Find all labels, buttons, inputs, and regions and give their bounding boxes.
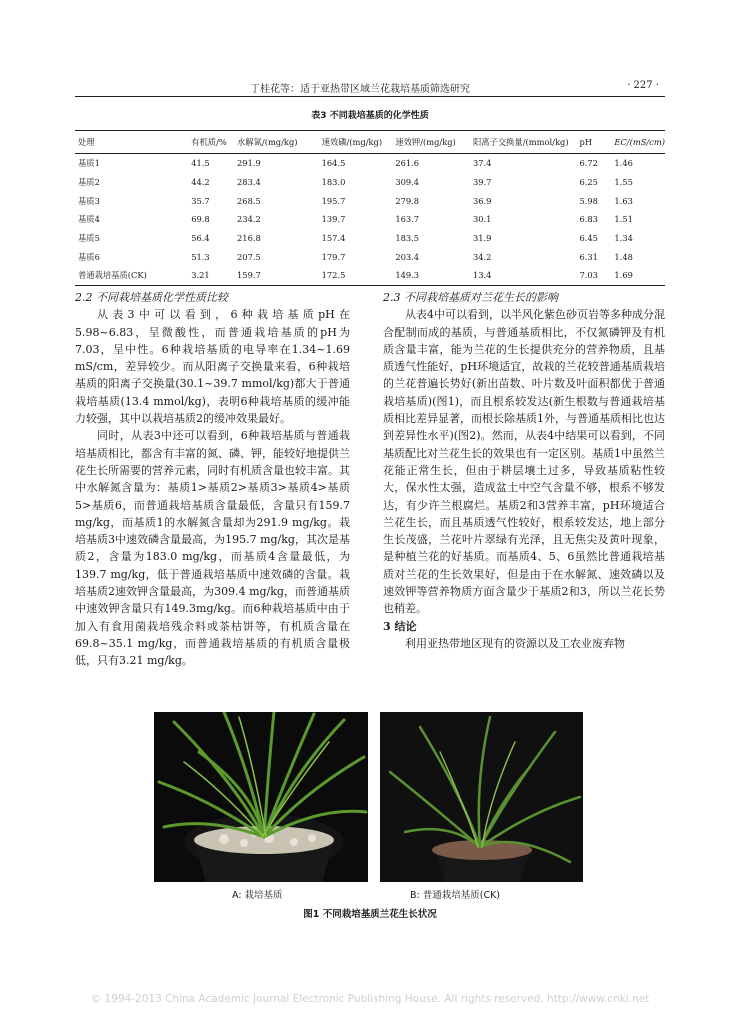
table-row	[75, 229, 665, 248]
table-cell: 6.31	[579, 251, 598, 262]
table-cell: 1.48	[614, 251, 633, 262]
table-caption: 表3 不同栽培基质的化学性质	[311, 111, 429, 121]
section-2-2	[75, 289, 350, 670]
table-cell: 1.51	[614, 214, 633, 225]
table-row	[75, 173, 665, 192]
table-cell: 35.7	[191, 195, 210, 206]
section-2-3	[383, 289, 665, 652]
row-label: 基质2	[78, 177, 100, 188]
table-cell: 5.98	[579, 195, 598, 206]
table-cell: 172.5	[312, 266, 386, 285]
table-cell: 44.2	[191, 177, 210, 188]
section-heading-2-2: 2.2 不同栽培基质化学性质比较	[75, 291, 228, 304]
row-label: 普通栽培基质(CK)	[75, 266, 181, 285]
photo-orchid-ordinary-medium	[380, 712, 583, 882]
table-cell: 36.9	[472, 195, 492, 206]
table-cell: 164.5	[321, 158, 346, 169]
table-cell: 7.03	[569, 266, 604, 285]
row-label: 基质4	[78, 214, 100, 225]
table-cell: 41.5	[191, 158, 210, 169]
row-label: 基质6	[78, 251, 100, 262]
table-cell: 1.46	[614, 158, 633, 169]
copyright-footer: © 1994-2013 China Academic Journal Electronic Publishing House. All rights reserved. http://www.cnki.net	[90, 993, 650, 1005]
row-label: 基质3	[78, 195, 100, 206]
table-cell: 179.7	[321, 251, 346, 262]
th-hydrolyzable-n: 水解氮/(mg/kg)	[227, 131, 312, 154]
table-cell: 1.69	[604, 266, 665, 285]
table-cell: 183.5	[395, 233, 420, 244]
table-cell: 203.4	[395, 251, 420, 262]
table-cell: 1.55	[614, 177, 633, 188]
row-label: 基质1	[78, 158, 100, 169]
table-cell: 163.7	[395, 214, 420, 225]
table-cell: 279.8	[395, 195, 420, 206]
photo-caption-a: A: 栽培基质	[232, 890, 283, 901]
th-treatment: 处理	[75, 131, 181, 154]
th-organic-matter: 有机质/%	[181, 131, 227, 154]
table-cell: 268.5	[237, 195, 261, 206]
paragraph: 从表3中可以看到，6种栽培基质pH在5.98~6.83，呈微酸性，而普通栽培基质的pH为7.03，呈中性。6种栽培基质的电导率在1.34~1.69 mS/cm，差异较少。而从阳离子交换量来看，6种栽培基质的阳离子交换量(30.1~39.7 mmol/kg)都大于普通栽培基质(13.4 mmol/kg)，表明6种栽培基质的缓冲能力较强，其中以栽培基质2的缓冲效果最好。	[75, 308, 350, 426]
table-cell: 3.21	[181, 266, 227, 285]
chemical-properties-table	[75, 130, 665, 286]
paragraph: 从表4中可以看到，以半风化紫色砂页岩等多种成分混合配制而成的基质，与普通基质相比，不仅氮磷钾及有机质含量丰富，能为兰花的生长提供充分的营养物质，且基质透气性能好，pH环境适宜，故栽的兰花较普通基质栽培的兰花普遍长势好(新出苗数、叶片数及叶面积都优于普通栽培基质)(图1)，而且根系较发达(新生根数与普通栽培基质相比差异显著，而根长除基质1外，与普通基质相比也达到差异性水平)(图2)。然而，从表4中结果可以看到，不同基质配比对兰花生长的效果也有一定区别。基质1中虽然兰花能正常生长，但由于耕层壤土过多，导致基质粘性较大，保水性太强，造成盆土中空气含量不够，根系不够发达，有少许兰根腐烂。基质2和3营养丰富，pH环境适合兰花生长，而且基质透气性较好，根系较发达，地上部分生长茂盛，兰花叶片翠绿有光泽，且无焦尖及黄叶现象，是种植兰花的好基质。而基质4、5、6虽然比普通栽培基质对兰花的生长效果好，但是由于在水解氮、速效磷以及速效钾等营养物质方面含量少于基质2和3，所以兰花长势也稍差。	[383, 308, 665, 616]
table-cell: 56.4	[191, 233, 210, 244]
th-cec: 阳离子交换量/(mmol/kg)	[463, 131, 569, 154]
paragraph: 同时，从表3中还可以看到，6种栽培基质与普通栽培基质相比，都含有丰富的氮、磷、钾，能较好地提供兰花生长所需要的营养元素，同时有机质含量也较丰富。其中水解氮含量为：基质1>基质2>基质3>基质4>基质5>基质6，而普通栽培基质含量最低，含量只有159.7 mg/kg，而基质1的水解氮含量却为291.9 mg/kg。栽培基质3中速效磷含量最高，为195.7 mg/kg，其次是基质2，含量为183.0 mg/kg，而基质4含量最低，为139.7 mg/kg，低于普通栽培基质中速效磷的含量。栽培基质2速效钾含量最高，为309.4 mg/kg，而普通基质中速效钾含量只有149.3mg/kg。而6种栽培基质中由于加入有食用菌栽培残余料或茶枯饼等，有机质含量在69.8~35.1 mg/kg，而普通栽培基质的有机质含量极低，只有3.21 mg/kg。	[75, 429, 350, 668]
table-cell: 216.8	[237, 233, 261, 244]
table-row	[75, 191, 665, 210]
table-row	[75, 210, 665, 229]
running-title: 丁桂花等：适于亚热带区域兰花栽培基质筛选研究	[250, 84, 470, 95]
th-available-p: 速效磷/(mg/kg)	[312, 131, 386, 154]
figure-caption: 图1 不同栽培基质兰花生长状况	[303, 909, 437, 920]
table-cell: 1.34	[614, 233, 633, 244]
table-cell: 30.1	[472, 214, 492, 225]
table-cell: 13.4	[463, 266, 569, 285]
table-cell: 261.6	[395, 158, 420, 169]
table-cell: 6.45	[579, 233, 598, 244]
section-heading-2-3: 2.3 不同栽培基质对兰花生长的影响	[383, 291, 558, 304]
table-cell: 234.2	[237, 214, 261, 225]
table-row	[75, 266, 665, 285]
paragraph: 利用亚热带地区现有的资源以及工农业废弃物	[405, 636, 625, 650]
table-row	[75, 247, 665, 266]
table-cell: 283.4	[237, 177, 261, 188]
table-cell: 207.5	[237, 251, 261, 262]
table-cell: 309.4	[395, 177, 420, 188]
table-cell: 31.9	[472, 233, 492, 244]
table-cell: 6.25	[579, 177, 598, 188]
photo-caption-b: B: 普通栽培基质(CK)	[410, 890, 501, 901]
table-cell: 157.4	[321, 233, 346, 244]
table-cell: 6.83	[579, 214, 598, 225]
section-heading-3: 3 结论	[383, 619, 417, 633]
table-cell: 139.7	[321, 214, 346, 225]
table-cell: 149.3	[385, 266, 463, 285]
table-cell: 34.2	[472, 251, 492, 262]
table-cell: 195.7	[321, 195, 346, 206]
th-ec: EC/(mS/cm)	[604, 131, 665, 154]
table-cell: 1.63	[614, 195, 633, 206]
table-row	[75, 154, 665, 173]
table-cell: 183.0	[321, 177, 346, 188]
table-header-row	[75, 131, 665, 154]
table-cell: 39.7	[472, 177, 492, 188]
table-cell: 37.4	[472, 158, 492, 169]
table-cell: 6.72	[579, 158, 598, 169]
table-cell: 69.8	[191, 214, 210, 225]
table-cell: 291.9	[237, 158, 261, 169]
row-label: 基质5	[78, 233, 100, 244]
photo-orchid-cultivation-medium	[154, 712, 368, 882]
running-header	[75, 80, 665, 94]
table-cell: 51.3	[191, 251, 210, 262]
table-cell: 159.7	[227, 266, 312, 285]
th-ph: pH	[569, 131, 604, 154]
header-rule	[75, 96, 665, 97]
page-number: · 227 ·	[627, 80, 659, 91]
th-available-k: 速效钾/(mg/kg)	[385, 131, 463, 154]
